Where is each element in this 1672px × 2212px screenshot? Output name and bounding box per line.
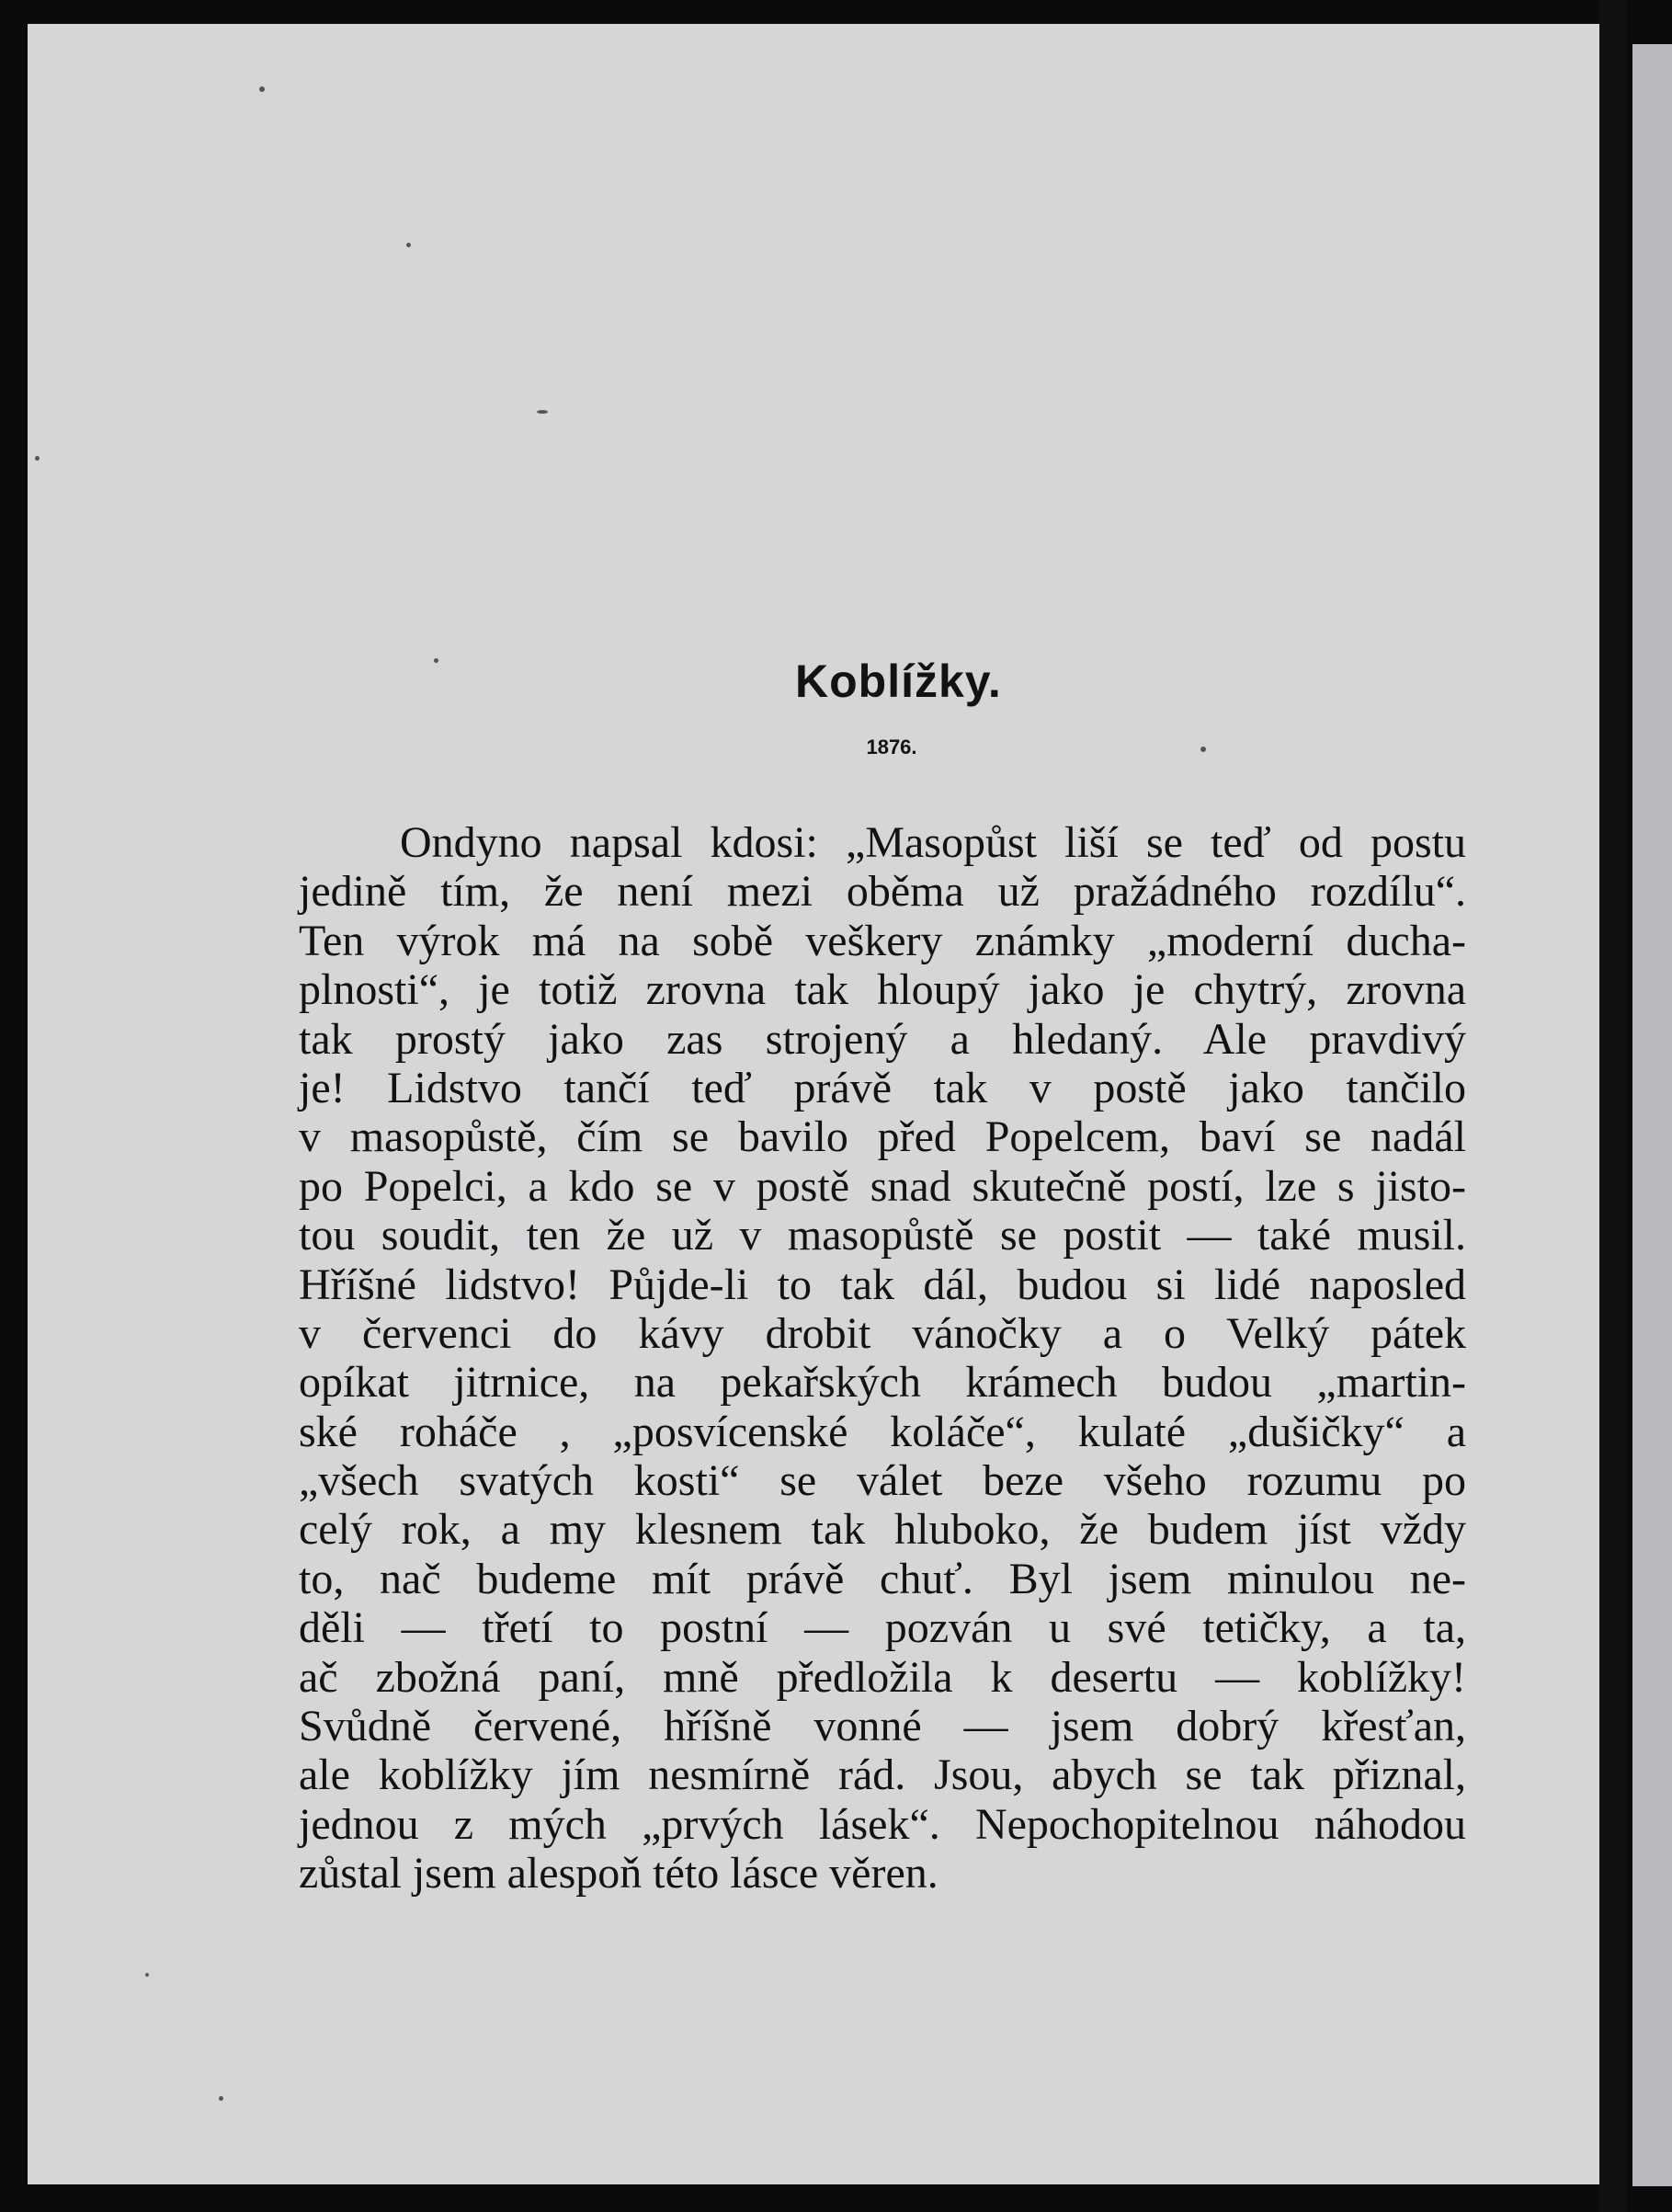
text-line: je! Lidstvo tančí teď právě tak v postě jako tančilo [299,1063,1466,1112]
text-line: jednou z mých „prvých lásek“. Nepochopitelnou náhodou [299,1799,1466,1849]
text-line: opíkat jitrnice, na pekařských krámech budou „martin- [299,1358,1466,1408]
text-line: jedině tím, že není mezi oběma už pražádného rozdílu“. [299,867,1466,917]
text-line: tak prostý jako zas strojený a hledaný. Ale pravdivý [299,1014,1466,1064]
dust-speck [537,410,548,414]
dust-speck [434,658,438,663]
binding-shadow [1599,0,1627,2212]
text-line: ač zbožná paní, mně předložila k desertu — koblížky! [299,1652,1466,1702]
text-line: „všech svatých kosti“ se válet beze všeho rozumu po [299,1456,1466,1506]
year-label: 1876. [866,735,917,758]
dust-speck [1200,747,1206,752]
dust-speck [145,1973,149,1977]
text-line: Ondyno napsal kdosi: „Masopůst liší se teď od postu [400,818,1466,867]
text-line: děli — třetí to postní — pozván u své tetičky, a ta, [299,1603,1466,1653]
text-line: v červenci do kávy drobit vánočky a o Velký pátek [299,1308,1466,1358]
dust-speck [406,243,411,247]
text-line: Ten výrok má na sobě veškery známky „moderní ducha- [299,916,1466,965]
next-page-edge [1632,44,1672,2186]
text-line: zůstal jsem alespoň této lásce věren. [299,1849,938,1898]
dust-speck [259,86,265,92]
dust-speck [35,456,40,461]
text-line: ale koblížky jím nesmírně rád. Jsou, abych se tak přiznal, [299,1750,1466,1800]
text-line: Svůdně červené, hříšně vonné — jsem dobrý křesťan, [299,1702,1466,1751]
dust-speck [219,2096,223,2101]
text-line: to, nač budeme mít právě chuť. Byl jsem minulou ne- [299,1554,1466,1603]
page-title: Koblížky. [795,656,1002,707]
body-paragraph [299,818,1466,1898]
text-line: Hříšné lidstvo! Půjde-li to tak dál, budou si lidé naposled [299,1260,1466,1309]
text-line: celý rok, a my klesnem tak hluboko, že budem jíst vždy [299,1505,1466,1555]
text-line: v masopůstě, čím se bavilo před Popelcem, baví se nadál [299,1112,1466,1162]
text-line: plnosti“, je totiž zrovna tak hloupý jako je chytrý, zrovna [299,965,1466,1015]
text-line: ské roháče , „posvícenské koláče“, kulaté „dušičky“ a [299,1407,1466,1456]
text-line: tou soudit, ten že už v masopůstě se postit — také musil. [299,1211,1466,1260]
text-line: po Popelci, a kdo se v postě snad skutečně postí, lze s jisto- [299,1161,1466,1211]
